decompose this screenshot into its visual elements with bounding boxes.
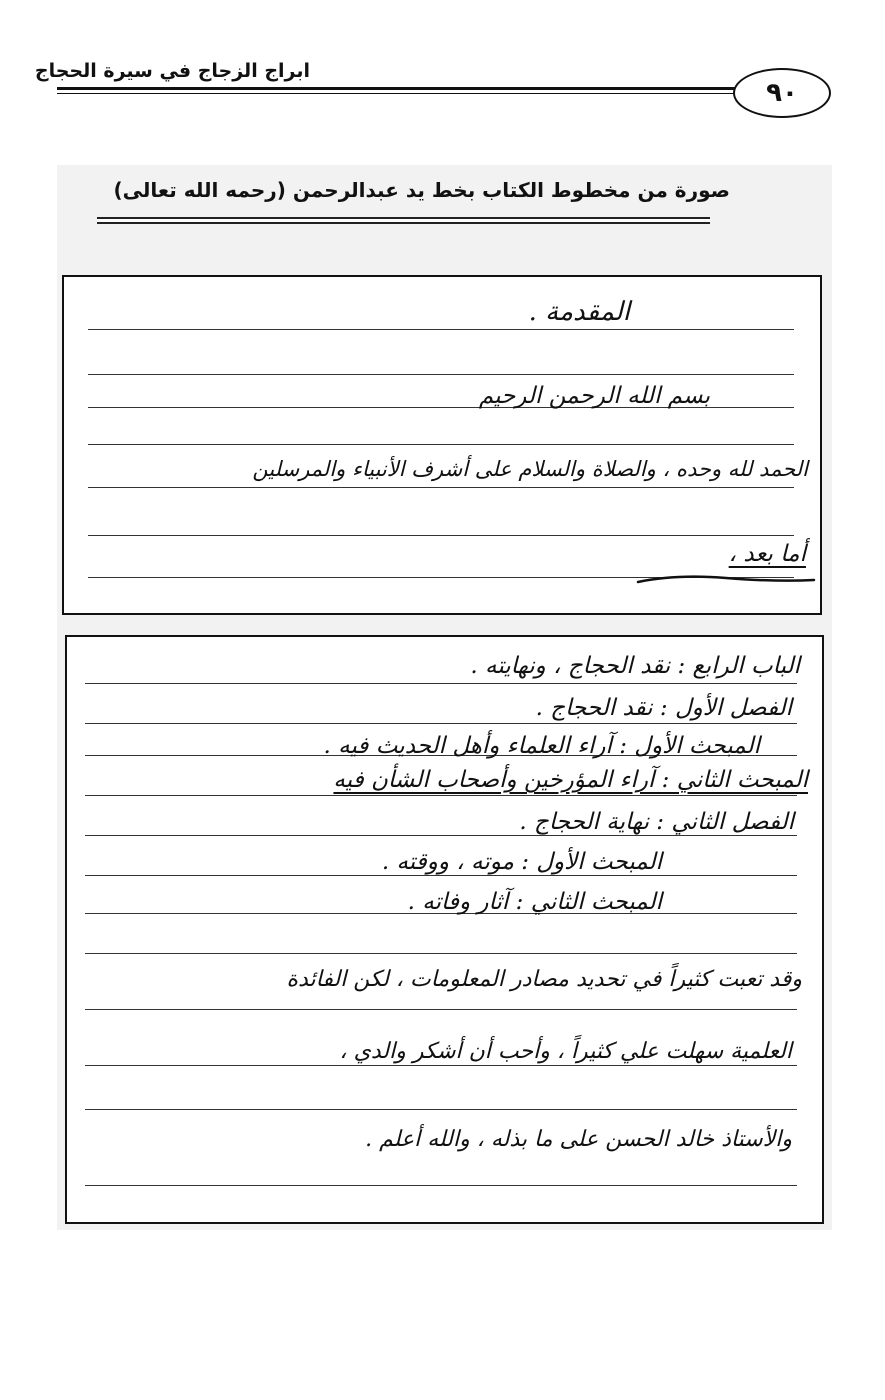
ruled-line [85, 683, 797, 684]
ruled-line [85, 953, 797, 954]
ruled-line [85, 723, 797, 724]
praise-line: الحمد لله وحده ، والصلاة والسلام على أشرف الأنبياء والمرسلين [252, 457, 808, 481]
closing-phrase: أما بعد ، [728, 541, 806, 567]
ruled-line [85, 875, 797, 876]
ruled-line [88, 374, 794, 375]
contents-line: المبحث الأول : آراء العلماء وأهل الحديث فيه . [323, 733, 760, 759]
ruled-line [88, 487, 794, 488]
ruled-line [85, 795, 797, 796]
ruled-line [85, 1009, 797, 1010]
contents-line: المبحث الثاني : آراء المؤرخين وأصحاب الشأن فيه [333, 767, 808, 793]
ruled-line [85, 835, 797, 836]
ruled-line [85, 1065, 797, 1066]
ruled-line [88, 444, 794, 445]
page-number: ٩٠ [766, 78, 798, 108]
contents-line: الباب الرابع : نقد الحجاج ، ونهايته . [470, 653, 800, 679]
contents-line: المبحث الأول : موته ، ووقته . [381, 849, 662, 875]
contents-line: المبحث الثاني : آثار وفاته . [407, 889, 662, 915]
paragraph-line: العلمية سهلت علي كثيراً ، وأحب أن أشكر والدي ، [339, 1039, 792, 1064]
caption-rule [97, 217, 710, 224]
intro-heading: المقدمة . [528, 297, 630, 327]
closing-swash-mark [636, 572, 816, 588]
running-title: ابراج الزجاج في سيرة الحجاج [34, 60, 310, 82]
ruled-line [85, 1185, 797, 1186]
paragraph-line: والأستاذ خالد الحسن على ما بذله ، والله أعلم . [365, 1127, 792, 1152]
manuscript-page-introduction [62, 275, 822, 615]
ruled-line [85, 1109, 797, 1110]
basmala: بسم الله الرحمن الرحيم [478, 383, 710, 409]
scan-caption: صورة من مخطوط الكتاب بخط يد عبدالرحمن (رحمه الله تعالى) [113, 178, 730, 202]
page-number-oval [733, 68, 831, 118]
header-rule-thin [57, 93, 745, 94]
paragraph-line: وقد تعبت كثيراً في تحديد مصادر المعلومات ، لكن الفائدة [286, 967, 802, 992]
contents-line: الفصل الأول : نقد الحجاج . [535, 695, 792, 721]
ruled-line [88, 535, 794, 536]
ruled-line [88, 329, 794, 330]
header-rule [57, 87, 745, 90]
contents-line: الفصل الثاني : نهاية الحجاج . [519, 809, 794, 835]
manuscript-page-contents [65, 635, 824, 1224]
